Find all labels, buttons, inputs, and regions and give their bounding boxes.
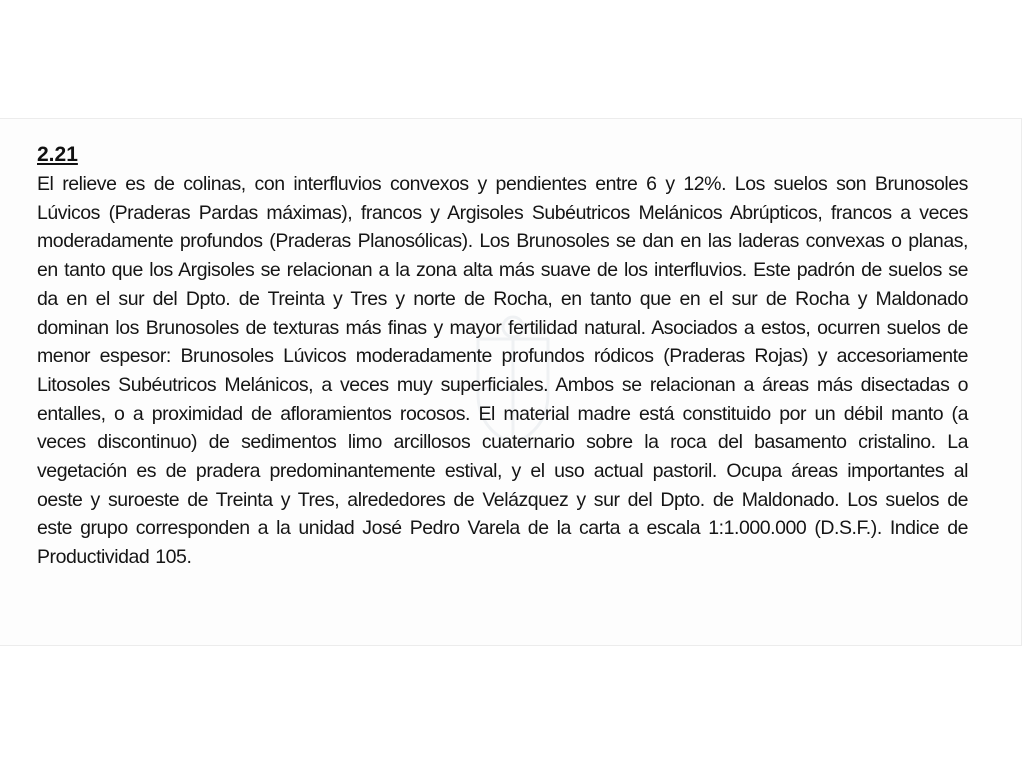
section-number: 2.21 — [37, 143, 78, 166]
body-paragraph: El relieve es de colinas, con interfluvios convexos y pendientes entre 6 y 12%. Los suelos son Brunosoles Lúvicos (Praderas Pardas máximas), francos y Argisoles Subéutricos Melánicos Abrúpticos, francos a veces moderadamente profundos (Praderas Planosólicas). Los Brunosoles se dan en las laderas convexas o planas, en tanto que los Argisoles se relacionan a la zona alta más suave de los interfluvios. Este padrón de suelos se da en el sur del Dpto. de Treinta y Tres y norte de Rocha, en tanto que en el sur de Rocha y Maldonado dominan los Brunosoles de texturas más finas y mayor fertilidad natural. Asociados a estos, ocurren suelos de menor espesor: Brunosoles Lúvicos moderadamente profundos ródicos (Praderas Rojas) y accesoriamente Litosoles Subéutricos Melánicos, a veces muy superficiales. Ambos se relacionan a áreas más disectadas o entalles, o a proximidad de afloramientos rocosos. El material madre está constituido por un débil manto (a veces discontinuo) de sedimentos limo arcillosos cuaternario sobre la roca del basamento cristalino. La vegetación es de pradera predominantemente estival, y el uso actual pastoril. Ocupa áreas importantes al oeste y suroeste de Treinta y Tres, alrededores de Velázquez y sur del Dpto. de Maldonado. Los suelos de este grupo corresponden a la unidad José Pedro Varela de la carta a escala 1:1.000.000 (D.S.F.). Indice de Productividad 105. — [37, 173, 968, 569]
document-panel — [0, 118, 1022, 646]
